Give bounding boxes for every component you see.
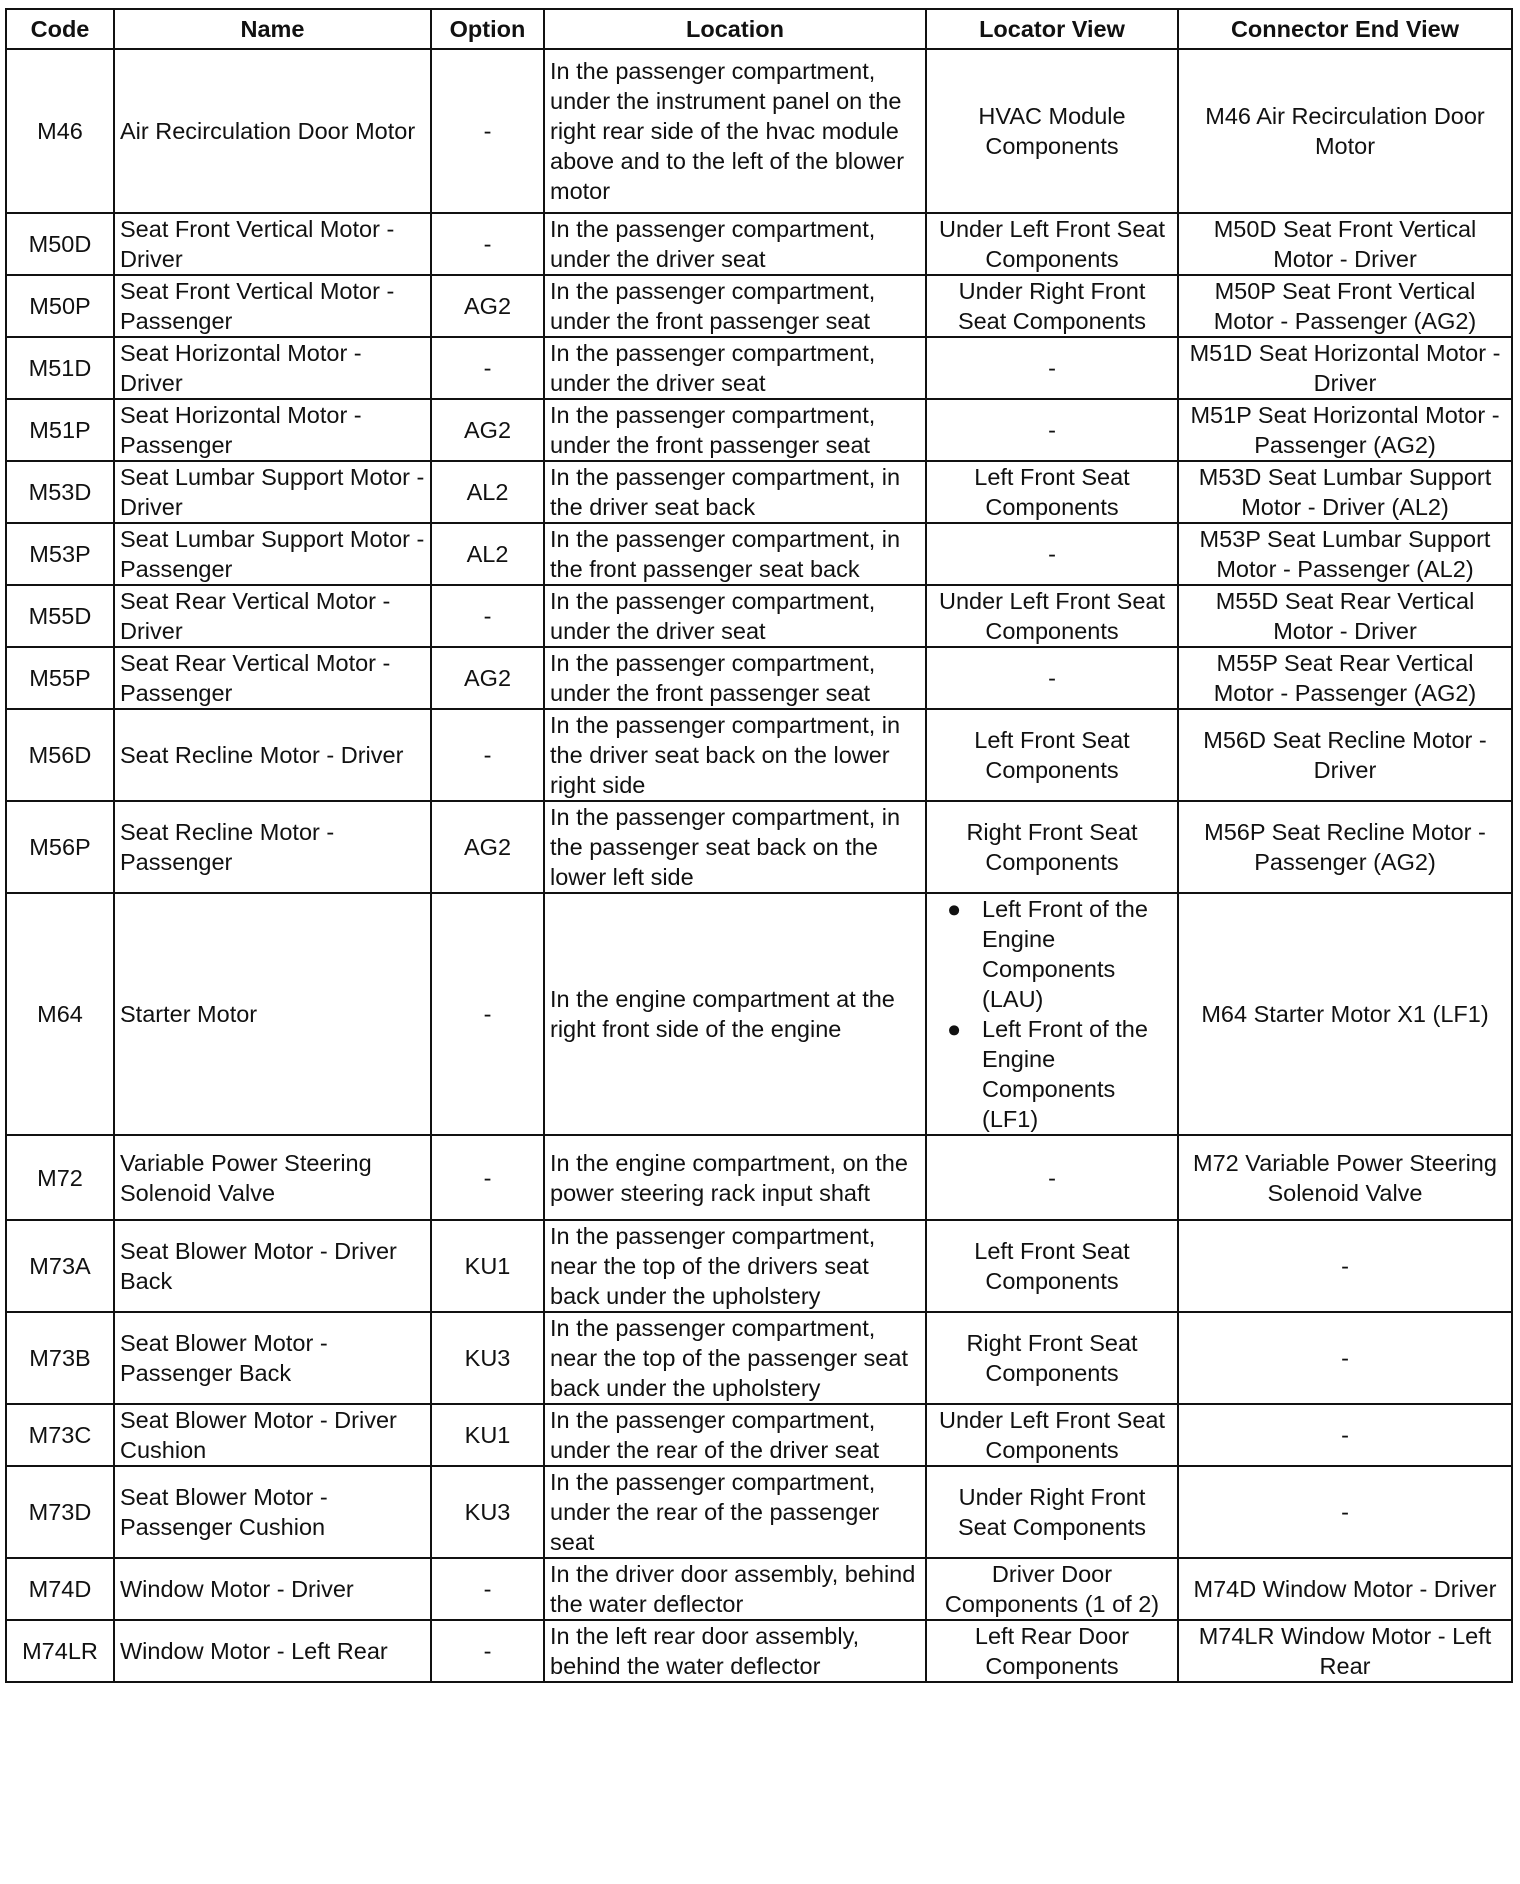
table-row (6, 49, 1512, 213)
code-cell: M72 (6, 1135, 114, 1220)
code-cell: M53D (6, 461, 114, 523)
locator-view-cell: - (926, 1135, 1178, 1220)
locator-view-cell: - (926, 523, 1178, 585)
name-cell: Seat Horizontal Motor - Driver (114, 337, 431, 399)
connector-end-view-cell: M55P Seat Rear Vertical Motor - Passenger (AG2) (1178, 647, 1512, 709)
location-cell: In the engine compartment, on the power steering rack input shaft (544, 1135, 926, 1220)
code-cell: M50P (6, 275, 114, 337)
name-cell: Seat Blower Motor - Passenger Back (114, 1312, 431, 1404)
locator-view-cell: - (926, 399, 1178, 461)
header-connector-end-view: Connector End View (1178, 9, 1512, 49)
name-cell: Seat Lumbar Support Motor - Passenger (114, 523, 431, 585)
code-cell: M74D (6, 1558, 114, 1620)
location-cell: In the passenger compartment, under the rear of the driver seat (544, 1404, 926, 1466)
locator-view-cell: Left Front Seat Components (926, 1220, 1178, 1312)
table-row (6, 1312, 1512, 1404)
location-cell: In the passenger compartment, in the front passenger seat back (544, 523, 926, 585)
header-locator-view: Locator View (926, 9, 1178, 49)
option-cell: AG2 (431, 647, 544, 709)
locator-view-cell: Under Left Front Seat Components (926, 585, 1178, 647)
option-cell: KU1 (431, 1220, 544, 1312)
locator-view-cell: Under Right Front Seat Components (926, 275, 1178, 337)
locator-view-cell: Right Front Seat Components (926, 801, 1178, 893)
name-cell: Seat Lumbar Support Motor - Driver (114, 461, 431, 523)
connector-end-view-cell: M51D Seat Horizontal Motor - Driver (1178, 337, 1512, 399)
table-row (6, 523, 1512, 585)
location-cell: In the passenger compartment, under the driver seat (544, 337, 926, 399)
option-cell: - (431, 1620, 544, 1682)
name-cell: Seat Rear Vertical Motor - Passenger (114, 647, 431, 709)
name-cell: Seat Front Vertical Motor - Driver (114, 213, 431, 275)
table-row (6, 213, 1512, 275)
option-cell: AG2 (431, 399, 544, 461)
code-cell: M53P (6, 523, 114, 585)
connector-end-view-cell: - (1178, 1404, 1512, 1466)
name-cell: Starter Motor (114, 893, 431, 1135)
code-cell: M55D (6, 585, 114, 647)
locator-view-cell: Under Left Front Seat Components (926, 1404, 1178, 1466)
locator-view-cell: Right Front Seat Components (926, 1312, 1178, 1404)
table-body (6, 49, 1512, 1682)
location-cell: In the passenger compartment, under the rear of the passenger seat (544, 1466, 926, 1558)
code-cell: M51D (6, 337, 114, 399)
header-location: Location (544, 9, 926, 49)
option-cell: - (431, 337, 544, 399)
code-cell: M73A (6, 1220, 114, 1312)
code-cell: M51P (6, 399, 114, 461)
connector-end-view-cell: M74LR Window Motor - Left Rear (1178, 1620, 1512, 1682)
connector-end-view-cell: M56P Seat Recline Motor - Passenger (AG2) (1178, 801, 1512, 893)
locator-view-list-item (947, 894, 1172, 1014)
location-cell: In the passenger compartment, near the top of the passenger seat back under the upholstery (544, 1312, 926, 1404)
option-cell: - (431, 585, 544, 647)
code-cell: M56D (6, 709, 114, 801)
location-cell: In the driver door assembly, behind the water deflector (544, 1558, 926, 1620)
header-option: Option (431, 9, 544, 49)
code-cell: M73D (6, 1466, 114, 1558)
table-row (6, 709, 1512, 801)
option-cell: - (431, 49, 544, 213)
name-cell: Seat Recline Motor - Passenger (114, 801, 431, 893)
name-cell: Variable Power Steering Solenoid Valve (114, 1135, 431, 1220)
table-row (6, 1558, 1512, 1620)
option-cell: AL2 (431, 461, 544, 523)
locator-view-cell: Left Rear Door Components (926, 1620, 1178, 1682)
table-row (6, 1404, 1512, 1466)
table-row (6, 1620, 1512, 1682)
code-cell: M73B (6, 1312, 114, 1404)
code-cell: M73C (6, 1404, 114, 1466)
option-cell: - (431, 213, 544, 275)
connector-end-view-cell: - (1178, 1466, 1512, 1558)
location-cell: In the passenger compartment, under the driver seat (544, 213, 926, 275)
locator-view-cell (926, 893, 1178, 1135)
option-cell: KU1 (431, 1404, 544, 1466)
connector-end-view-cell: M50P Seat Front Vertical Motor - Passenger (AG2) (1178, 275, 1512, 337)
code-cell: M74LR (6, 1620, 114, 1682)
connector-end-view-cell: M53P Seat Lumbar Support Motor - Passenger (AL2) (1178, 523, 1512, 585)
locator-view-cell: Left Front Seat Components (926, 709, 1178, 801)
table-row (6, 585, 1512, 647)
connector-end-view-cell: - (1178, 1220, 1512, 1312)
code-cell: M46 (6, 49, 114, 213)
locator-view-cell: HVAC Module Components (926, 49, 1178, 213)
locator-view-cell: Under Left Front Seat Components (926, 213, 1178, 275)
table-row (6, 337, 1512, 399)
code-cell: M56P (6, 801, 114, 893)
table-row (6, 1220, 1512, 1312)
table-row (6, 647, 1512, 709)
code-cell: M55P (6, 647, 114, 709)
locator-view-cell: - (926, 337, 1178, 399)
name-cell: Seat Blower Motor - Driver Cushion (114, 1404, 431, 1466)
connector-end-view-cell: M51P Seat Horizontal Motor - Passenger (AG2) (1178, 399, 1512, 461)
header-code: Code (6, 9, 114, 49)
location-cell: In the passenger compartment, under the front passenger seat (544, 275, 926, 337)
location-cell: In the passenger compartment, under the front passenger seat (544, 647, 926, 709)
code-cell: M50D (6, 213, 114, 275)
name-cell: Seat Blower Motor - Driver Back (114, 1220, 431, 1312)
option-cell: - (431, 709, 544, 801)
table-row (6, 461, 1512, 523)
option-cell: - (431, 893, 544, 1135)
name-cell: Air Recirculation Door Motor (114, 49, 431, 213)
location-cell: In the passenger compartment, in the passenger seat back on the lower left side (544, 801, 926, 893)
table-row (6, 1135, 1512, 1220)
option-cell: - (431, 1558, 544, 1620)
locator-view-cell: Left Front Seat Components (926, 461, 1178, 523)
component-locator-table (5, 8, 1513, 1683)
name-cell: Window Motor - Driver (114, 1558, 431, 1620)
location-cell: In the left rear door assembly, behind the water deflector (544, 1620, 926, 1682)
table-row (6, 1466, 1512, 1558)
header-row (6, 9, 1512, 49)
location-cell: In the passenger compartment, in the driver seat back (544, 461, 926, 523)
option-cell: KU3 (431, 1466, 544, 1558)
connector-end-view-cell: M64 Starter Motor X1 (LF1) (1178, 893, 1512, 1135)
bullet-icon: ● (947, 1016, 962, 1042)
locator-view-list-item (947, 1014, 1172, 1134)
name-cell: Seat Horizontal Motor - Passenger (114, 399, 431, 461)
location-cell: In the passenger compartment, under the front passenger seat (544, 399, 926, 461)
connector-end-view-cell: M55D Seat Rear Vertical Motor - Driver (1178, 585, 1512, 647)
option-cell: - (431, 1135, 544, 1220)
name-cell: Seat Blower Motor - Passenger Cushion (114, 1466, 431, 1558)
location-cell: In the passenger compartment, in the driver seat back on the lower right side (544, 709, 926, 801)
table-row (6, 399, 1512, 461)
connector-end-view-cell: M46 Air Recirculation Door Motor (1178, 49, 1512, 213)
name-cell: Seat Rear Vertical Motor - Driver (114, 585, 431, 647)
option-cell: KU3 (431, 1312, 544, 1404)
connector-end-view-cell: - (1178, 1312, 1512, 1404)
name-cell: Seat Front Vertical Motor - Passenger (114, 275, 431, 337)
connector-end-view-cell: M72 Variable Power Steering Solenoid Valve (1178, 1135, 1512, 1220)
name-cell: Window Motor - Left Rear (114, 1620, 431, 1682)
table-row (6, 275, 1512, 337)
option-cell: AL2 (431, 523, 544, 585)
location-cell: In the passenger compartment, under the driver seat (544, 585, 926, 647)
option-cell: AG2 (431, 275, 544, 337)
connector-end-view-cell: M50D Seat Front Vertical Motor - Driver (1178, 213, 1512, 275)
table-header (6, 9, 1512, 49)
connector-end-view-cell: M56D Seat Recline Motor - Driver (1178, 709, 1512, 801)
locator-view-item-text: Left Front of the Engine Components (LF1) (982, 1016, 1148, 1132)
name-cell: Seat Recline Motor - Driver (114, 709, 431, 801)
table-row (6, 893, 1512, 1135)
locator-view-cell: - (926, 647, 1178, 709)
location-cell: In the passenger compartment, near the top of the drivers seat back under the upholstery (544, 1220, 926, 1312)
code-cell: M64 (6, 893, 114, 1135)
locator-view-cell: Under Right Front Seat Components (926, 1466, 1178, 1558)
locator-view-cell: Driver Door Components (1 of 2) (926, 1558, 1178, 1620)
option-cell: AG2 (431, 801, 544, 893)
locator-view-item-text: Left Front of the Engine Components (LAU) (982, 896, 1148, 1012)
locator-view-list (932, 894, 1172, 1134)
header-name: Name (114, 9, 431, 49)
connector-end-view-cell: M74D Window Motor - Driver (1178, 1558, 1512, 1620)
table-row (6, 801, 1512, 893)
bullet-icon: ● (947, 896, 962, 922)
connector-end-view-cell: M53D Seat Lumbar Support Motor - Driver (AL2) (1178, 461, 1512, 523)
location-cell: In the engine compartment at the right front side of the engine (544, 893, 926, 1135)
location-cell: In the passenger compartment, under the instrument panel on the right rear side of the hvac module above and to the left of the blower motor (544, 49, 926, 213)
